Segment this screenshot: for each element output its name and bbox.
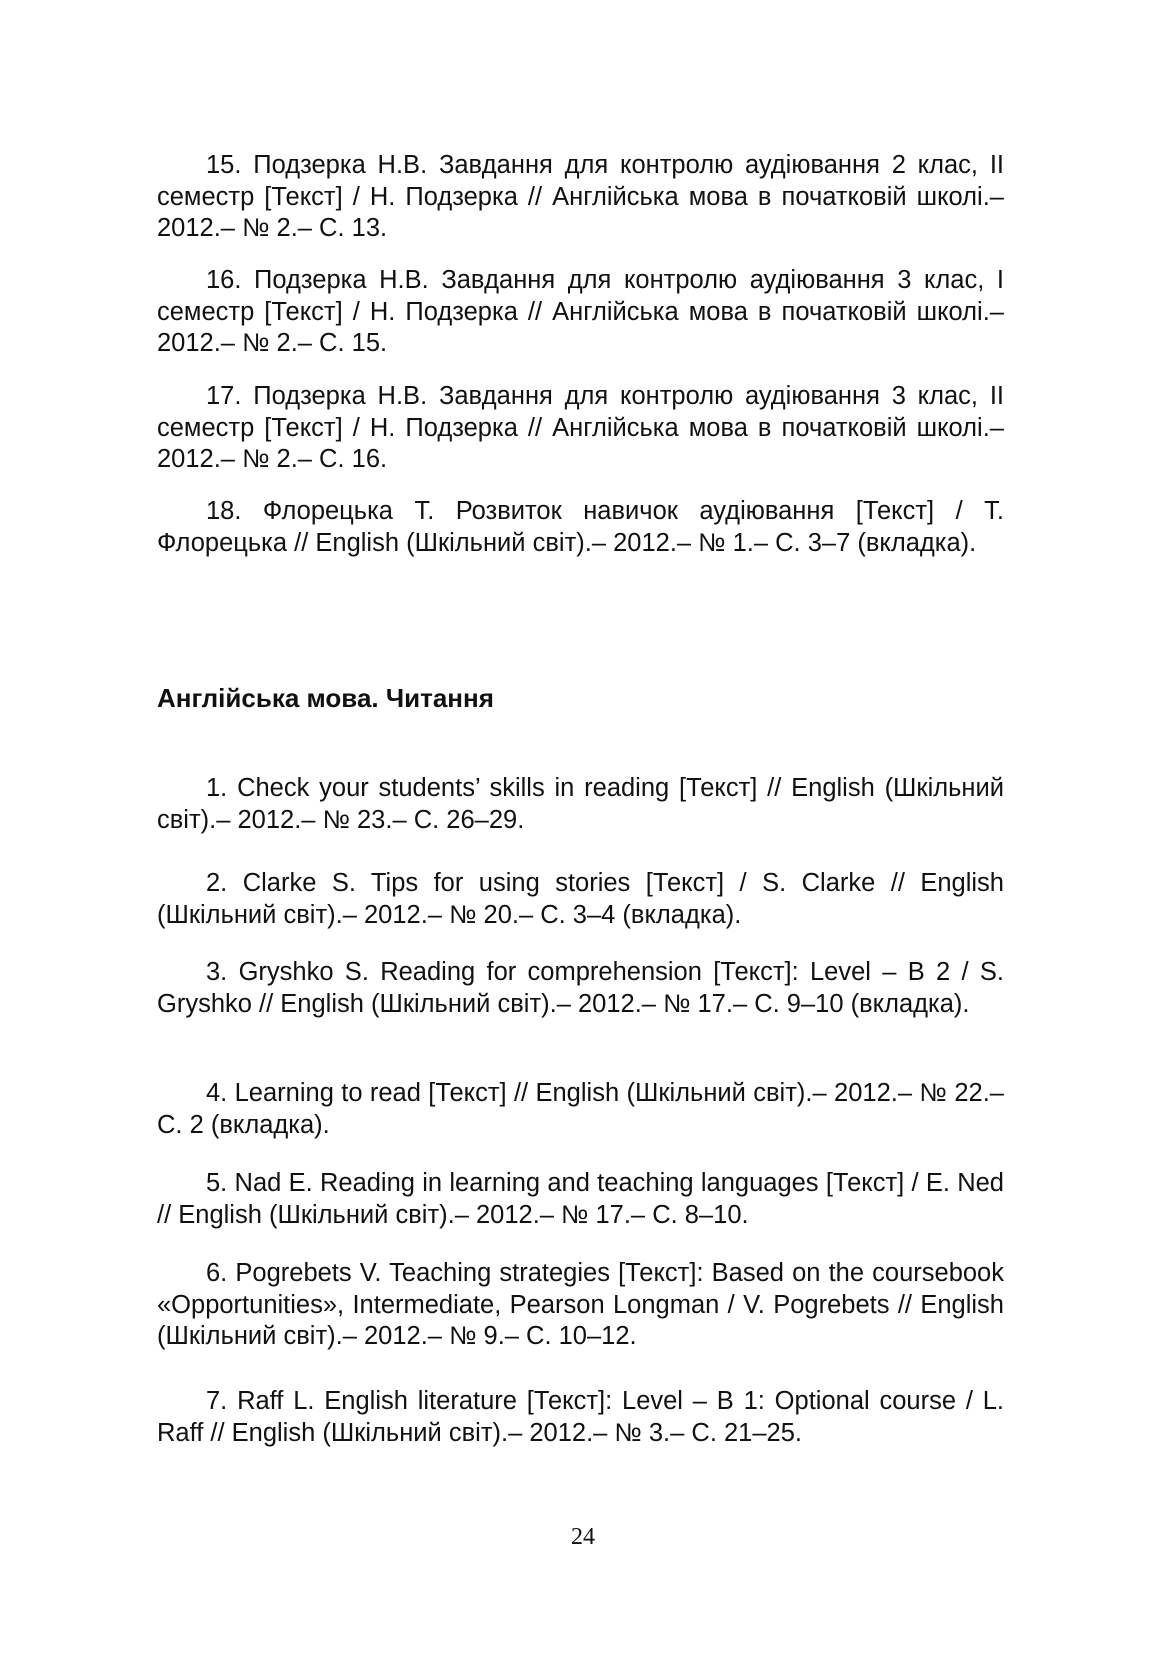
bibliography-entry-2: 2. Clarke S. Tips for using stories [Текст] / S. Clarke // English (Шкільний світ).– 2012.– № 20.– С. 3–4 (вкладка). bbox=[157, 869, 1004, 929]
bibliography-entry-4: 4. Learning to read [Текст] // English (Шкільний світ).– 2012.– № 22.– С. 2 (вкладка). bbox=[157, 1079, 1004, 1139]
page-number: 24 bbox=[571, 1524, 595, 1550]
bibliography-entry-6: 6. Pogrebets V. Teaching strategies [Текст]: Based on the coursebook «Opportunities», Intermediate, Pearson Longman / V. Pogrebets // English (Шкільний світ).– 2012.– № 9.– С. 10–12. bbox=[157, 1259, 1004, 1350]
bibliography-entry-1: 1. Check your students’ skills in reading [Текст] // English (Шкільний світ).– 2012.– № 23.– С. 26–29. bbox=[157, 774, 1004, 834]
bibliography-entry-3: 3. Gryshko S. Reading for comprehension [Текст]: Level – B 2 / S. Gryshko // English (Шкільний світ).– 2012.– № 17.– С. 9–10 (вкладка). bbox=[157, 958, 1004, 1018]
bibliography-entry-5: 5. Nad E. Reading in learning and teaching languages [Текст] / E. Ned // English (Шкільний світ).– 2012.– № 17.– С. 8–10. bbox=[157, 1169, 1004, 1229]
bibliography-entry-16: 16. Подзерка Н.В. Завдання для контролю аудіювання 3 клас, І семестр [Текст] / Н. Подзерка // Англійська мова в початковій школі.– 2012.– № 2.– С. 15. bbox=[157, 266, 1004, 357]
bibliography-entry-7: 7. Raff L. English literature [Текст]: Level – B 1: Optional course / L. Raff // English (Шкільний світ).– 2012.– № 3.– С. 21–25. bbox=[157, 1387, 1004, 1447]
bibliography-entry-15: 15. Подзерка Н.В. Завдання для контролю аудіювання 2 клас, ІІ семестр [Текст] / Н. Подзерка // Англійська мова в початковій школі.– 2012.– № 2.– С. 13. bbox=[157, 151, 1004, 242]
bibliography-entry-17: 17. Подзерка Н.В. Завдання для контролю аудіювання 3 клас, ІІ семестр [Текст] / Н. Подзерка // Англійська мова в початковій школі.– 2012.– № 2.– С. 16. bbox=[157, 382, 1004, 473]
section-heading: Англійська мова. Читання bbox=[157, 683, 494, 713]
bibliography-entry-18: 18. Флорецька Т. Розвиток навичок аудіювання [Текст] / Т. Флорецька // English (Шкільний світ).– 2012.– № 1.– С. 3–7 (вкладка). bbox=[157, 497, 1004, 557]
